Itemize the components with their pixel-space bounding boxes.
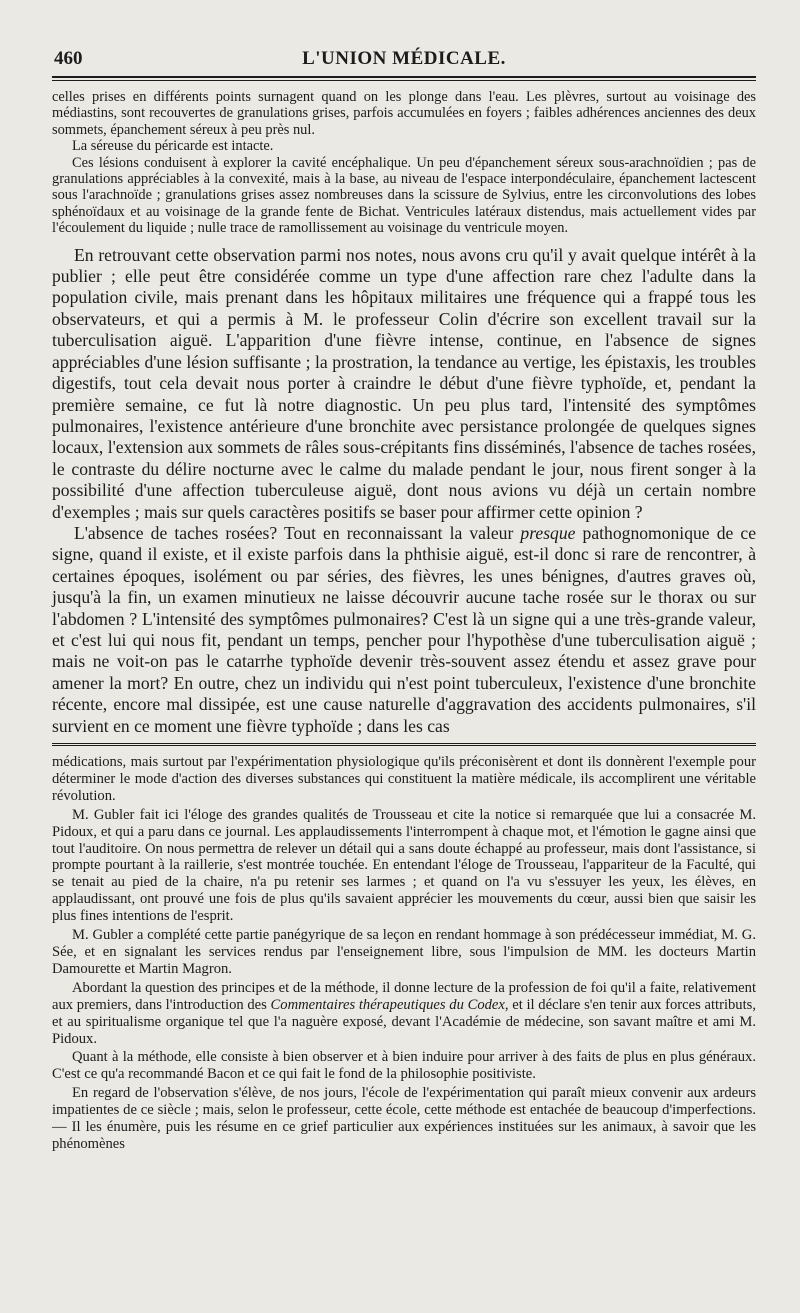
autopsy-continuation bbox=[52, 89, 756, 237]
running-head bbox=[52, 44, 756, 74]
feuilleton-paragraph bbox=[52, 980, 756, 1048]
feuilleton-paragraph: M. Gubler fait ici l'éloge des grandes qualités de Trousseau et cite la notice si remarquée que lui a consacrée M. Pidoux, et qui a paru dans ce journal. Les applaudissements l'interrompent à chaque mot, et l'émotion le gagne ainsi que tout l'auditoire. On nous permettra de relever un détail qui a sans doute échappé au professeur, mais dont l'assistance, si prompte pourtant à la raillerie, s'est montrée touchée. En entendant l'éloge de Trousseau, l'appariteur de la Faculté, qui se tenait au pied de la chaire, n'a pu retenir ses larmes ; et quand on l'a vu s'essuyer les yeux, les élèves, en applaudissant, ont prouvé une fois de plus qu'ils savaient apprécier les mouvements du cœur, aussi bien que saisir les plus fines intentions de l'esprit. bbox=[52, 806, 756, 925]
article-emphasis: presque bbox=[520, 522, 576, 543]
article-paragraph bbox=[52, 523, 756, 737]
feuilleton-text: , et il déclare s'en tenir aux forces attributs, et au spiritualisme organique tel que l'a naguère exposé, devant l'Académie de médecine, son savant maître et ami M. Pidoux. bbox=[52, 996, 756, 1047]
article-text: L'absence de taches rosées? Tout en reconnaissant la valeur bbox=[74, 522, 521, 543]
feuilleton-paragraph: En regard de l'observation s'élève, de nos jours, l'école de l'expérimentation qui paraît mieux convenir aux ardeurs impatientes de ce siècle ; mais, selon le professeur, cette école, cette méthode est entachée de beaucoup d'imperfections. — Il les énumère, puis les résume en ce grief particulier aux expériences instituées sur les animaux, à savoir que les phénomènes bbox=[52, 1085, 756, 1152]
article-paragraph: En retrouvant cette observation parmi nos notes, nous avons cru qu'il y avait quelque intérêt à la publier ; elle peut être considérée comme un type d'une affection rare chez l'adulte dans la population civile, mais prenant dans les hôpitaux militaires une fréquence qui a frappé tous les observateurs, et qui a permis à M. le professeur Colin d'écrire son excellent travail sur la tuberculisation aiguë. L'apparition d'une fièvre intense, continue, en l'absence de signes appréciables d'une lésion suffisante ; la prostration, la tendance au vertige, les épistaxis, les troubles digestifs, tout cela devait nous porter à craindre le début d'une fièvre typhoïde, et, pendant la première semaine, ce fut là notre diagnostic. Un peu plus tard, l'intensité des symptômes pulmonaires, l'existence antérieure d'une bronchite avec persistance prolongée de quelques signes locaux, l'extension aux sommets de râles sous-crépitants fins disséminés, l'absence de taches rosées, le contraste du délire nocturne avec le calme du malade pendant le jour, nous firent songer à la possibilité d'une affection tuberculeuse aiguë, dont nous avions vu déjà un certain nombre d'exemples ; mais sur quels caractères positifs se baser pour affirmer cette opinion ? bbox=[52, 244, 756, 522]
feuilleton-paragraph: médications, mais surtout par l'expérimentation physiologique qu'ils préconisèrent et dont ils donnèrent l'exemple pour déterminer le mode d'action des diverses substances qui constituent la matière médicale, ils accomplirent une véritable révolution. bbox=[52, 754, 756, 804]
article-text: pathognomonique de ce signe, quand il existe, et il existe parfois dans la phthisie aiguë, est-il donc si rare de rencontrer, à certaines époques, isolément ou par séries, des fièvres, les unes bénignes, d'autres graves où, jusqu'à la fin, un examen minutieux ne laisse découvrir aucune tache rosée sur le thorax ou sur l'abdomen ? L'intensité des symptômes pulmonaires? C'est là un signe qui a une très-grande valeur, et c'est lui qui nous fit, pendant un temps, pencher pour l'hypothèse d'une tuberculisation aiguë ; mais ne voit-on pas le catarrhe typhoïde devenir très-souvent assez étendu et assez grave pour amener la mort? En outre, chez un individu qui n'est point tuberculeux, l'existence d'une bronchite récente, encore mal dissipée, est une cause naturelle d'aggravation des accidents pulmonaires, s'il survient en ce moment une fièvre typhoïde ; dans les cas bbox=[52, 522, 756, 736]
continuation-paragraph: La séreuse du péricarde est intacte. bbox=[72, 138, 274, 155]
continuation-paragraph: celles prises en différents points surnagent quand on les plonge dans l'eau. Les plèvres, surtout au voisinage des médiastins, sont recouvertes de granulations grises, parfois accumulées en foyers ; faibles adhérences anciennes des deux sommets, épanchement séreux à peu près nul. bbox=[52, 89, 756, 138]
page-number: 460 bbox=[54, 48, 83, 69]
header-rule bbox=[52, 76, 756, 81]
feuilleton-emphasis: Commentaires thérapeutiques du Codex bbox=[270, 996, 505, 1013]
feuilleton bbox=[52, 754, 756, 1153]
feuilleton-paragraph: M. Gubler a complété cette partie panégyrique de sa leçon en rendant hommage à son prédécesseur immédiat, M. G. Sée, et en signalant les services rendus par l'enseignement libre, sous l'impulsion de MM. les docteurs Martin Damourette et Martin Magron. bbox=[52, 927, 756, 977]
journal-title: L'UNION MÉDICALE. bbox=[302, 48, 506, 69]
main-article bbox=[52, 245, 756, 737]
feuilleton-divider bbox=[52, 743, 756, 746]
continuation-paragraph: Ces lésions conduisent à explorer la cavité encéphalique. Un peu d'épanchement séreux sous-arachnoïdien ; pas de granulations appréciables à la convexité, mais à la base, au niveau de l'espace interpondéculaire, épanchement lactescent sous l'arachnoïde ; granulations grises assez nombreuses dans la scissure de Sylvius, entre les circonvolutions des lobes sphénoïdaux et au voisinage de la grande fente de Bichat. Ventricules latéraux distendus, mais actuellement vides par l'écoulement du liquide ; nulle trace de ramollissement au voisinage du ventricule moyen. bbox=[52, 154, 756, 237]
feuilleton-paragraph: Quant à la méthode, elle consiste à bien observer et à bien induire pour arriver à des faits de plus en plus généraux. C'est ce qu'a recommandé Bacon et ce qui fait le fond de la philosophie positiviste. bbox=[52, 1049, 756, 1083]
feuilleton-text: Abordant la question des principes et de la méthode, il donne lecture de la profession de foi qu'il a faite, relativement aux premiers, dans l'introduction des bbox=[52, 979, 756, 1013]
